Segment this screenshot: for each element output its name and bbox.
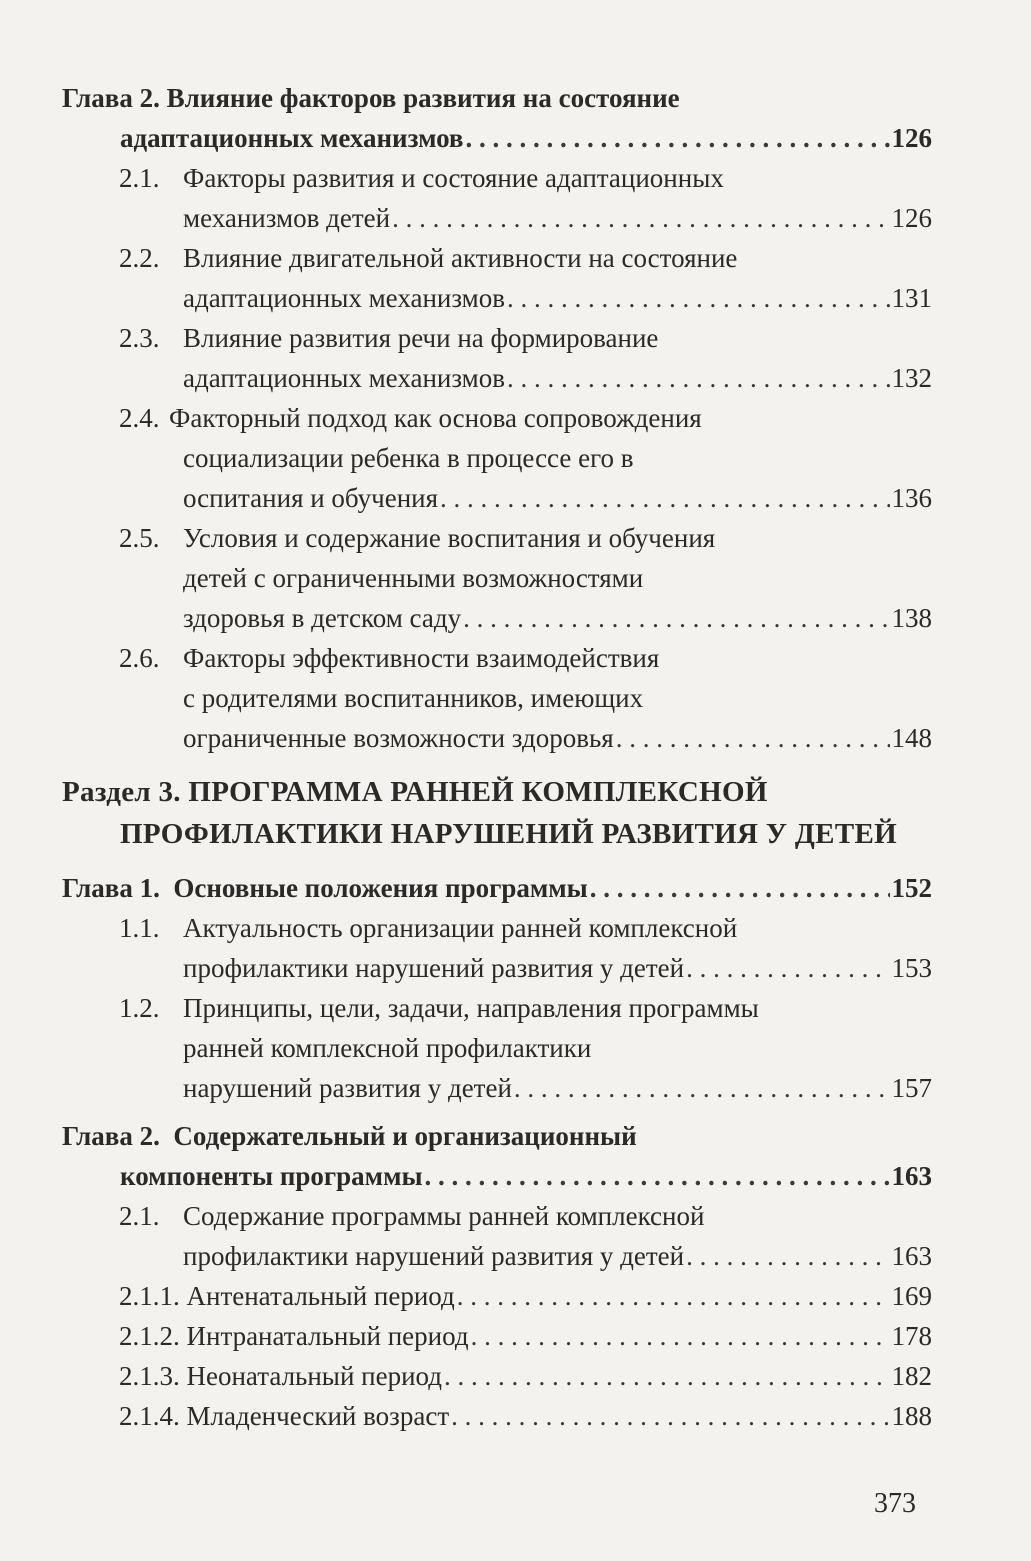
page-ref: 126 [891, 203, 932, 233]
chapter-2-title-line2: адаптационных механизмов [120, 123, 464, 153]
part-3-title-line2: ПРОФИЛАКТИКИ НАРУШЕНИЙ РАЗВИТИЯ У ДЕТЕЙ [120, 818, 897, 850]
part-3-section-1-2-entry[interactable] [183, 1070, 932, 1106]
leader-dots [425, 1158, 890, 1194]
part-3-section-2-1-3-entry[interactable] [119, 1358, 932, 1394]
section-2-1-line2: механизмов детей [183, 203, 391, 233]
leader-dots [444, 1358, 890, 1394]
chapter-2-title-line1: Глава 2. Влияние факторов развития на состояние [62, 83, 680, 113]
section-2-5-entry[interactable] [183, 600, 932, 636]
leader-dots [392, 200, 889, 236]
page-ref: 153 [891, 953, 932, 983]
leader-dots [514, 1070, 890, 1106]
section-number: 1.1. [119, 913, 160, 943]
page-ref: 131 [891, 283, 932, 313]
part-3-chapter-1-entry[interactable] [62, 870, 932, 906]
part-3-chapter-2-entry[interactable] [120, 1158, 932, 1194]
part-3-section-2-1-line1: Содержание программы ранней комплексной [183, 1201, 705, 1231]
leader-dots [451, 1398, 889, 1434]
section-number: 2.6. [119, 643, 160, 673]
section-2-3-entry[interactable] [183, 360, 932, 396]
section-2-6-line3: ограниченные возможности здоровья [183, 723, 614, 753]
page-ref: 163 [891, 1241, 932, 1271]
page-ref: 136 [891, 483, 932, 513]
part-3-section-2-1-3-title: 2.1.3. Неонатальный период [119, 1361, 442, 1391]
page-ref: 148 [891, 723, 932, 753]
section-2-1-entry[interactable] [183, 200, 932, 236]
section-2-6-entry[interactable] [183, 720, 932, 756]
leader-dots [466, 120, 890, 156]
part-3-section-1-1-line2: профилактики нарушений развития у детей [183, 953, 685, 983]
section-number: 2.3. [119, 323, 160, 353]
section-number: 1.2. [119, 993, 160, 1023]
page-ref: 126 [891, 123, 932, 153]
part-3-section-1-2-line1: Принципы, цели, задачи, направления программы [183, 993, 759, 1023]
section-2-5-line1: Условия и содержание воспитания и обучения [183, 523, 716, 553]
section-number: 2.4. [119, 403, 160, 433]
section-2-3-line1: Влияние развития речи на формирование [183, 323, 659, 353]
part-3-section-2-1-4-entry[interactable] [119, 1398, 932, 1434]
page-ref: 152 [891, 873, 932, 903]
part-3-section-2-1-1-entry[interactable] [119, 1278, 932, 1314]
page-ref: 169 [891, 1281, 932, 1311]
leader-dots [471, 1318, 890, 1354]
part-3-chapter-2-title-line2: компоненты программы [120, 1161, 423, 1191]
section-number: 2.1. [119, 1201, 160, 1231]
section-2-6-line1: Факторы эффективности взаимодействия [183, 643, 660, 673]
part-3-chapter-2-title-line1: Глава 2. Содержательный и организационный [62, 1121, 637, 1151]
leader-dots [686, 950, 889, 986]
leader-dots [507, 280, 890, 316]
leader-dots [440, 480, 889, 516]
part-3-section-2-1-2-title: 2.1.2. Интранатальный период [119, 1321, 469, 1351]
part-3-title-line1: Раздел 3. ПРОГРАММА РАННЕЙ КОМПЛЕКСНОЙ [62, 776, 768, 808]
page-ref: 178 [891, 1321, 932, 1351]
part-3-section-1-2-line3: нарушений развития у детей [183, 1073, 512, 1103]
section-2-3-line2: адаптационных механизмов [183, 363, 505, 393]
section-2-6-line2: с родителями воспитанников, имеющих [183, 683, 644, 713]
part-3-section-2-1-1-title: 2.1.1. Антенатальный период [119, 1281, 455, 1311]
leader-dots [507, 360, 890, 396]
section-2-4-line1: Факторный подход как основа сопровождения [169, 403, 702, 433]
page-number: 373 [874, 1488, 916, 1519]
page-ref: 157 [891, 1073, 932, 1103]
section-number: 2.1. [119, 163, 160, 193]
page-ref: 182 [891, 1361, 932, 1391]
part-3-section-1-2-line2: ранней комплексной профилактики [183, 1033, 592, 1063]
section-2-2-line1: Влияние двигательной активности на состояние [183, 243, 738, 273]
leader-dots [457, 1278, 890, 1314]
section-2-4-entry[interactable] [183, 480, 932, 516]
leader-dots [686, 1238, 889, 1274]
section-number: 2.2. [119, 243, 160, 273]
part-3-section-1-1-line1: Актуальность организации ранней комплексной [183, 913, 738, 943]
part-3-section-2-1-entry[interactable] [183, 1238, 932, 1274]
page-ref: 132 [891, 363, 932, 393]
page-ref: 188 [891, 1401, 932, 1431]
section-2-4-line2: социализации ребенка в процессе его в [183, 443, 634, 473]
section-number: 2.5. [119, 523, 160, 553]
leader-dots [463, 600, 889, 636]
page-ref: 138 [891, 603, 932, 633]
section-2-2-line2: адаптационных механизмов [183, 283, 505, 313]
part-3-section-2-1-line2: профилактики нарушений развития у детей [183, 1241, 685, 1271]
page-ref: 163 [891, 1161, 932, 1191]
part-3-section-2-1-4-title: 2.1.4. Младенческий возраст [119, 1401, 450, 1431]
leader-dots [590, 870, 890, 906]
part-3-section-1-1-entry[interactable] [183, 950, 932, 986]
part-3-chapter-1-title: Глава 1. Основные положения программы [62, 873, 588, 903]
leader-dots [616, 720, 890, 756]
section-2-2-entry[interactable] [183, 280, 932, 316]
section-2-5-line2: детей с ограниченными возможностями [183, 563, 644, 593]
section-2-1-line1: Факторы развития и состояние адаптационных [183, 163, 724, 193]
section-2-5-line3: здоровья в детском саду [183, 603, 462, 633]
chapter-2-entry[interactable] [120, 120, 932, 156]
part-3-section-2-1-2-entry[interactable] [119, 1318, 932, 1354]
section-2-4-line3: оспитания и обучения [183, 483, 439, 513]
